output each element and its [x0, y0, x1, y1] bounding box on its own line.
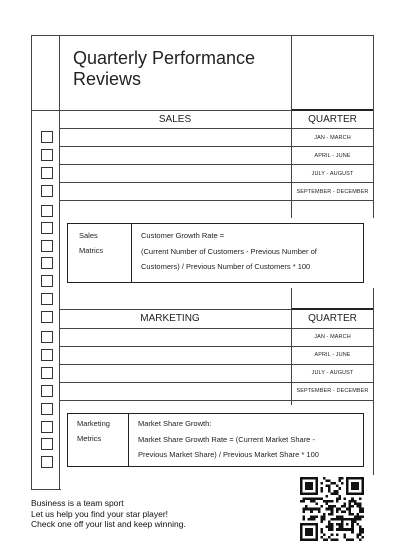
- row-checkbox[interactable]: [41, 438, 53, 450]
- row-checkbox[interactable]: [41, 222, 53, 234]
- row-checkbox[interactable]: [41, 205, 53, 217]
- footer-text: [31, 498, 186, 530]
- row-checkbox[interactable]: [41, 367, 53, 379]
- row-checkbox[interactable]: [41, 456, 53, 468]
- marketing-metrics-text-3: Previous Market Share) / Previous Market Share * 100: [138, 450, 319, 459]
- page-title: Quarterly Performance Reviews: [73, 48, 256, 89]
- sales-quarter-1: JAN - MARCH: [314, 135, 351, 141]
- marketing-quarter-3: JULY - AUGUST: [311, 370, 354, 376]
- marketing-metrics-label-1: Marketing: [77, 419, 110, 428]
- row-checkbox[interactable]: [41, 421, 53, 433]
- marketing-metrics-label-2: Metrics: [77, 434, 102, 443]
- marketing-metrics-text-2: Market Share Growth Rate = (Current Market Share -: [138, 434, 315, 444]
- marketing-quarter-2: APRIL - JUNE: [314, 352, 351, 358]
- row-checkbox[interactable]: [41, 257, 53, 269]
- row-checkbox[interactable]: [41, 311, 53, 323]
- footer-line-3: Check one off your list and keep winning.: [31, 519, 186, 529]
- row-checkbox[interactable]: [41, 185, 53, 197]
- row-checkbox[interactable]: [41, 167, 53, 179]
- sales-metrics-text-2: (Current Number of Customers - Previous Number of: [141, 246, 317, 256]
- qr-code[interactable]: [300, 477, 364, 541]
- sales-heading: SALES: [158, 114, 192, 125]
- marketing-metrics-text-1: Market Share Growth:: [138, 419, 212, 428]
- marketing-quarter-1: JAN - MARCH: [314, 334, 351, 340]
- row-checkbox[interactable]: [41, 149, 53, 161]
- marketing-quarter-4: SEPTEMBER - DECEMBER: [296, 388, 369, 394]
- sales-metrics-label-2: Matrics: [79, 246, 104, 255]
- sales-quarter-heading: QUARTER: [308, 114, 357, 125]
- footer-line-1: Business is a team sport: [31, 498, 124, 508]
- marketing-heading: MARKETING: [140, 313, 200, 324]
- sales-metrics-text-3: Customers) / Previous Number of Customers * 100: [141, 262, 311, 271]
- row-checkbox[interactable]: [41, 349, 53, 361]
- sales-quarter-2: APRIL - JUNE: [314, 153, 351, 159]
- marketing-metrics-box: [67, 413, 364, 467]
- sales-metrics-box: [67, 223, 364, 283]
- row-checkbox[interactable]: [41, 293, 53, 305]
- row-checkbox[interactable]: [41, 385, 53, 397]
- row-checkbox[interactable]: [41, 275, 53, 287]
- row-checkbox[interactable]: [41, 131, 53, 143]
- footer-line-2: Let us help you find your star player!: [31, 508, 169, 519]
- sales-quarter-3: JULY - AUGUST: [311, 171, 354, 177]
- row-checkbox[interactable]: [41, 240, 53, 252]
- marketing-quarter-heading: QUARTER: [308, 313, 357, 324]
- row-checkbox[interactable]: [41, 331, 53, 343]
- sales-quarter-4: SEPTEMBER - DECEMBER: [296, 189, 369, 195]
- sales-metrics-label-1: Sales: [79, 231, 98, 240]
- row-checkbox[interactable]: [41, 403, 53, 415]
- sales-metrics-text-1: Customer Growth Rate =: [141, 231, 225, 240]
